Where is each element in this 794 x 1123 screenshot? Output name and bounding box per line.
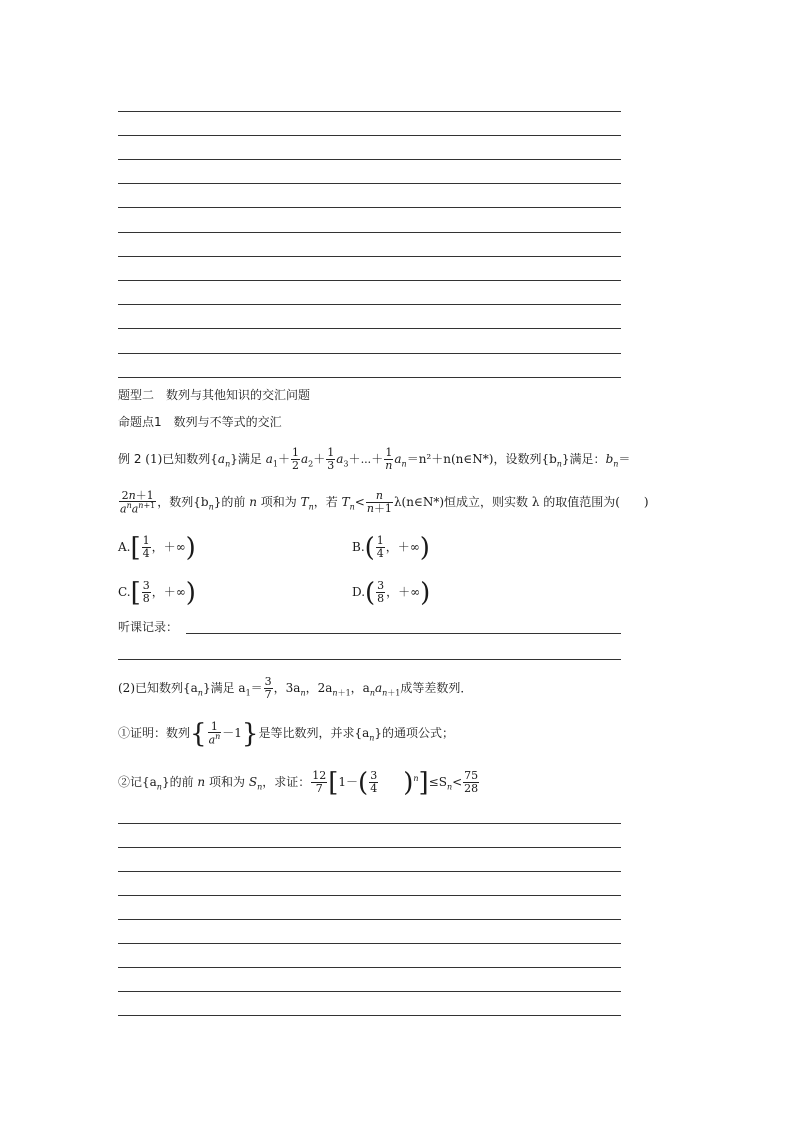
answer-line <box>118 207 621 208</box>
answer-line <box>118 823 621 824</box>
answer-line <box>118 967 621 968</box>
section-subtitle: 命题点1 数列与不等式的交汇 <box>118 415 282 429</box>
part2-line: (2)已知数列$\{a_n\}$满足 $a_1=$ $\frac{3}{7}$ ，$3a_n$，$2a_{n+1}$，$a_na_{n+1}$成等差数列． <box>118 675 473 701</box>
option-d[interactable]: D.( $\frac{3}{8}$ ，＋∞) <box>352 577 431 608</box>
answer-line <box>118 256 621 257</box>
option-a[interactable]: A.[ $\frac{1}{4}$ ，＋∞) <box>118 532 196 563</box>
answer-line <box>118 304 621 305</box>
answer-line <box>118 919 621 920</box>
example-line-2: $\frac{2n+1}{a^na^{n+1}}$ ，数列$\{b_n\}$的前 n 项和为 $T_n$，若 $T_n<$ $\frac{n}{n+1}$ λ(n∈N*)恒成立，则实数 λ 的取值范围为( ) <box>120 488 649 516</box>
answer-line <box>118 847 621 848</box>
answer-line <box>118 183 621 184</box>
section-title: 题型二 数列与其他知识的交汇问题 <box>118 388 311 402</box>
answer-line <box>118 377 621 378</box>
answer-line <box>118 871 621 872</box>
answer-line <box>118 659 621 660</box>
answer-line <box>118 111 621 112</box>
answer-line <box>118 328 621 329</box>
example-line-1: 例 2 (1)已知数列$\{a_n\}$满足 $a_1+$ $\frac{1}{2}$ $a_2+$ $\frac{1}{3}$ $a_3+\cdots+$ $\frac{1}{n}$ $a_n=n^2+n(n\in N*)$，设数列$\{b_n\}$满足：$b_n=$ <box>118 446 631 472</box>
answer-line <box>118 943 621 944</box>
answer-line <box>118 353 621 354</box>
answer-line <box>118 135 621 136</box>
answer-line <box>118 895 621 896</box>
answer-line <box>118 280 621 281</box>
example-label: 例 2 <box>118 452 142 466</box>
answer-line <box>118 159 621 160</box>
question-2: ②记$\{a_n\}$的前 n 项和为 $S_n$，求证： $\frac{12}{7}$ [1－( $\frac{3}{4}$ )$^n]\le S_n<$ $\frac{75}{28}$ <box>118 767 479 798</box>
notes-line[interactable] <box>186 633 621 634</box>
answer-line <box>118 1015 621 1016</box>
question-1: ①证明：数列{ $\frac{1}{a^n}$ －1}是等比数列，并求$\{a_n\}$的通项公式； <box>118 718 455 749</box>
option-b[interactable]: B.( $\frac{1}{4}$ ，＋∞) <box>352 532 430 563</box>
answer-line <box>118 232 621 233</box>
option-c[interactable]: C.[ $\frac{3}{8}$ ，＋∞) <box>118 577 196 608</box>
notes-label: 听课记录： <box>118 620 179 634</box>
answer-line <box>118 991 621 992</box>
